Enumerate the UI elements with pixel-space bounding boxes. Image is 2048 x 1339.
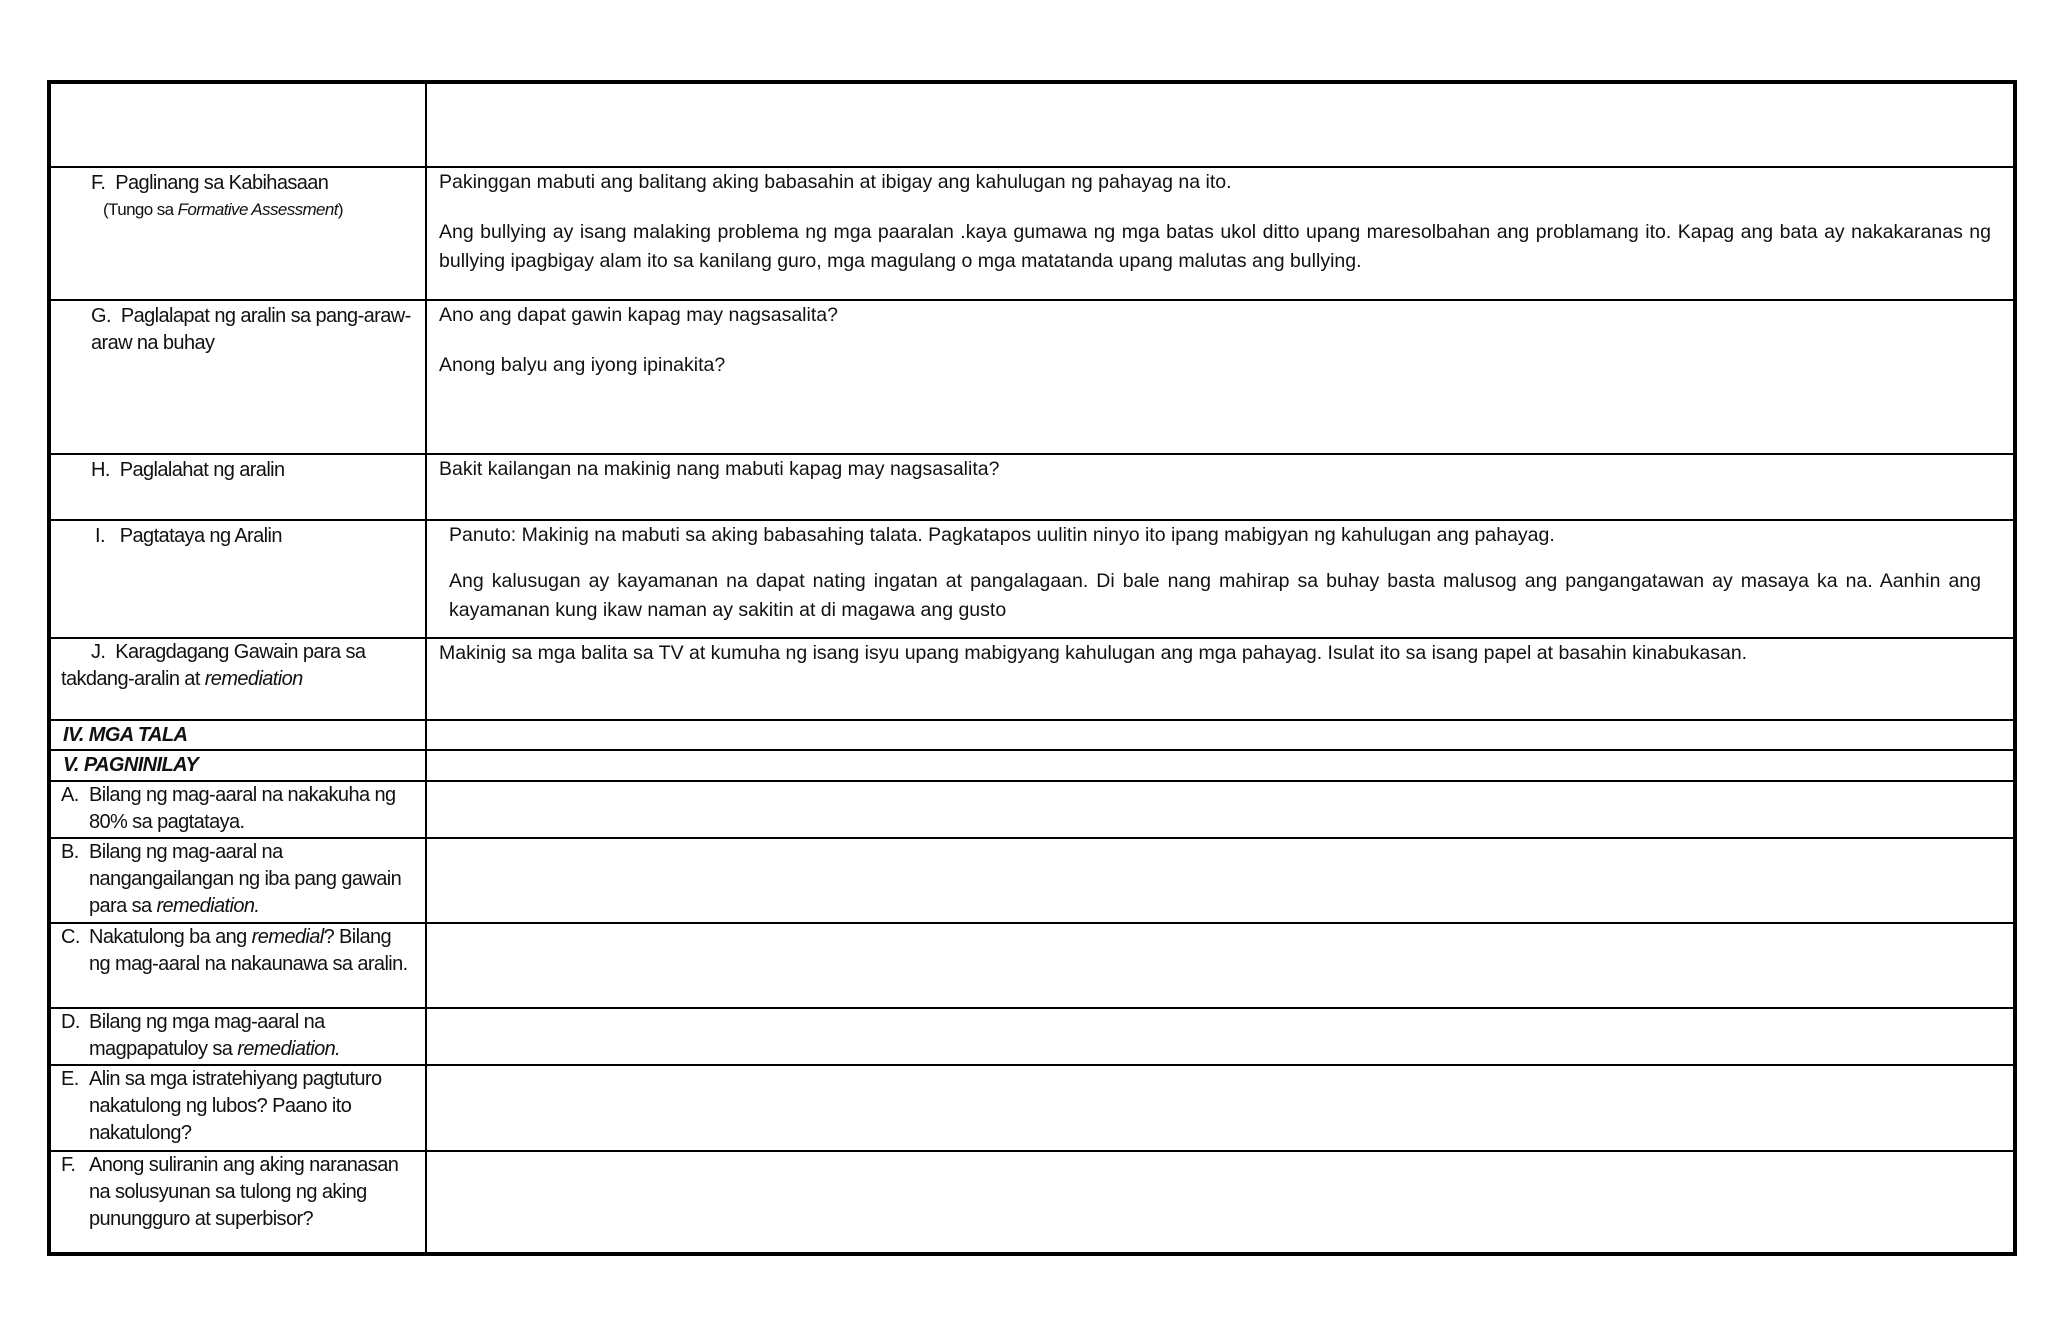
reflection-row-e	[51, 1066, 2013, 1152]
row-label: B. Bilang ng mag-aaral na nangangailangan ng iba pang gawain para sa remediation.	[61, 841, 402, 917]
row-paglalapat	[51, 301, 2013, 455]
reading-passage: Ang kalusugan ay kayamanan na dapat nating ingatan at pangalagaan. Di bale nang mahirap sa buhay basta malusog ang pangangatawan ay masaya ka na. Aanhin ang kayamanan kung ikaw naman ay sakitin at di magawa ang gusto	[449, 570, 1981, 621]
row-pagninilay	[51, 751, 2013, 782]
reflection-row-d	[51, 1009, 2013, 1066]
row-label: H. Paglalahat ng aralin	[91, 459, 285, 481]
row-content	[427, 521, 2013, 637]
assignment-text: Makinig sa mga balita sa TV at kumuha ng isang isyu upang mabigyang kahulugan ang mga pahayag. Isulat ito sa isang papel at basahin kinabukasan.	[439, 642, 1748, 664]
row-content	[427, 301, 2013, 453]
row-label: D. Bilang ng mga mag-aaral na magpapatuloy sa remediation.	[61, 1011, 341, 1060]
row-label	[51, 721, 425, 749]
instruction-text: Pakinggan mabuti ang balitang aking babasahin at ibigay ang kahulugan ng pahayag na ito.	[439, 171, 1232, 193]
row-label	[51, 751, 425, 780]
section-heading: IV. MGA TALA	[63, 724, 188, 746]
row-content	[427, 168, 2013, 299]
reflection-row-b	[51, 839, 2013, 924]
row-label: C. Nakatulong ba ang remedial? Bilang ng mag-aaral na nakaunawa sa aralin.	[61, 926, 408, 975]
row-paglinang	[51, 168, 2013, 301]
lesson-plan-table	[47, 80, 2017, 1256]
reflection-row-a	[51, 782, 2013, 839]
question-text: Bakit kailangan na makinig nang mabuti kapag may nagsasalita?	[439, 458, 1000, 480]
row-mga-tala	[51, 721, 2013, 751]
row-paglalahat	[51, 455, 2013, 521]
row-content	[427, 455, 2013, 519]
reading-passage: Ang bullying ay isang malaking problema ng mga paaralan .kaya gumawa ng mga batas ukol ditto upang maresolbahan ang problamang ito. Kapag ang bata ay nakakaranas ng bullying ipagbigay alam ito sa kanilang guro, mga magulang o mga matatanda upang malutas ang bullying.	[439, 221, 1991, 272]
row-label: F. Paglinang sa Kabihasaan (Tungo sa Formative Assessment)	[91, 172, 343, 219]
row-label: G. Paglalapat ng aralin sa pang-araw-araw na buhay	[91, 305, 411, 354]
row-pagtataya	[51, 521, 2013, 639]
row-label: F. Anong suliranin ang aking naranasan na solusyunan sa tulong ng aking punungguro at superbisor?	[61, 1154, 399, 1230]
row-content	[427, 639, 2013, 719]
row-label: J. Karagdagang Gawain para sa takdang-aralin at remediation	[61, 641, 366, 690]
reflection-row-c	[51, 924, 2013, 1009]
row-karagdagang-gawain	[51, 639, 2013, 721]
table-row	[51, 84, 2013, 168]
instruction-text: Panuto: Makinig na mabuti sa aking babasahing talata. Pagkatapos uulitin ninyo ito ipang mabigyan ng kahulugan ang pahayag.	[449, 524, 1555, 546]
question-text: Ano ang dapat gawin kapag may nagsasalita?	[439, 304, 838, 326]
row-label: I. Pagtataya ng Aralin	[95, 525, 282, 547]
question-text: Anong balyu ang iyong ipinakita?	[439, 354, 726, 376]
section-heading: V. PAGNINILAY	[63, 754, 199, 776]
reflection-row-f	[51, 1152, 2013, 1256]
row-label: A. Bilang ng mag-aaral na nakakuha ng 80% sa pagtataya.	[61, 784, 396, 833]
row-label: E. Alin sa mga istratehiyang pagtuturo nakatulong ng lubos? Paano ito nakatulong?	[61, 1068, 382, 1144]
